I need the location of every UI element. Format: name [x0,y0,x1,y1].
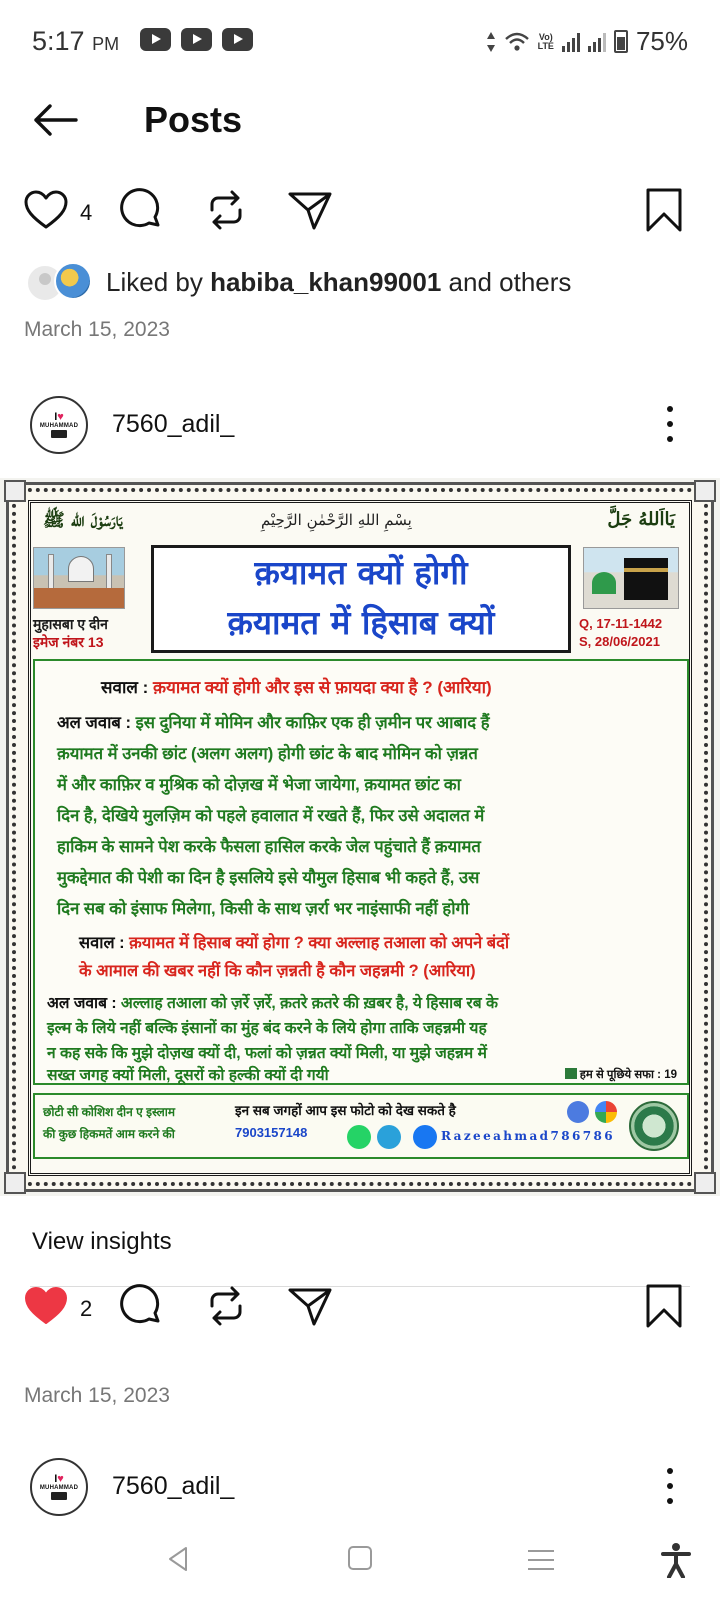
date-caption [579,615,679,651]
battery-icon [614,30,628,53]
youtube-icon [222,28,253,51]
avatar-logo-top: I♥ [54,1473,64,1485]
answer-line: दिन है, देखिये मुलज़िम को पहले हवालात में रखते हैं, फिर उसे अदालत में [57,806,485,825]
volte-icon: Vo) LTE [537,31,554,51]
footer-note: इन सब जगहों आप इस फोटो को देख सकते है [235,1103,456,1118]
poster-title-line-1: क़यामत क्यों होगी [254,553,468,592]
answer-line [57,707,677,738]
youtube-icon [140,28,171,51]
heart-filled-icon[interactable] [22,1282,70,1330]
youtube-icon [181,28,212,51]
nav-back-icon[interactable] [164,1544,194,1574]
avatar [54,262,92,300]
like-count[interactable]: 4 [80,200,93,225]
liked-user[interactable]: habiba_khan99001 [210,266,442,297]
status-bar [0,0,720,84]
answer-text: इस दुनिया में मोमिन और काफ़िर एक ही ज़मीन पर आबाद हैं [135,713,490,732]
answer-line: इल्म के लिये नहीं बल्कि इंसानों का मुंह बंद करने के लिये होगा ताकि जहन्नमी यह [47,1020,487,1037]
more-options-icon[interactable] [666,1468,674,1504]
username[interactable]: 7560_adil_ [112,1472,235,1500]
repost-icon[interactable] [202,186,250,234]
answer-line: में और काफ़िर व मुश्रिक को दोज़ख में भेजा जायेगा, क़यामत छांट का [57,775,461,794]
liked-by-row[interactable] [26,262,571,302]
like-count[interactable]: 2 [80,1296,93,1321]
answer-line: हाकिम के सामने पेश करके फैसला हासिल करके जेल पहुंचाते हैं क़यामत [57,837,481,856]
username[interactable]: 7560_adil_ [112,410,235,438]
facebook-handle: Razeeahmad786786 [441,1129,615,1143]
accessibility-icon[interactable] [660,1542,692,1578]
question-text: क़यामत क्यों होगी और इस से फ़ायदा क्या है ? (आरिया) [152,678,492,697]
liked-by-text [106,267,571,298]
comment-icon[interactable] [118,1282,166,1330]
question-label: सवाल : [79,934,130,952]
post-date: March 15, 2023 [24,1384,170,1407]
frame-corner [4,480,26,502]
qa-panel [33,659,689,1085]
frame-corner [694,480,716,502]
post-image[interactable] [0,478,720,1196]
avatar-logo-mark [51,1492,67,1500]
telegram-icon [377,1125,401,1149]
liked-suffix: and others [441,266,572,297]
answer-label: अल जवाब : [47,995,121,1012]
avatar-label: MUHAMMAD [39,1485,79,1491]
poster-title-line-2: क़यामत में हिसाब क्यों [227,603,495,642]
status-indicators [486,26,688,57]
avatar-text: I [54,411,58,423]
tagline-line-2: की कुछ हिकमतें आम करने की [43,1127,175,1141]
heart-icon[interactable] [22,186,70,234]
question-text: क़यामत में हिसाब क्यों होगा ? क्या अल्लाह तआला को अपने बंदों [129,934,510,952]
signal-icon [562,32,580,52]
credit-text: हम से पूछिये सफा : 19 [579,1069,677,1081]
repost-icon[interactable] [202,1282,250,1330]
poster [28,500,692,1176]
answer-line: न कह सके कि मुझे दोज़ख क्यों दी, फलां को ज़न्नत क्यों मिली, या मुझे जहन्नम में [47,1045,487,1062]
comment-icon[interactable] [118,186,166,234]
post-actions [0,1282,720,1338]
tagline-line-1: छोटी सी कोशिश दीन ए इस्लाम [43,1105,176,1119]
question-1 [101,675,492,698]
hijri-date: Q, 17-11-1442 [579,616,663,631]
frame-corner [694,1172,716,1194]
answer-line: दिन सब को इंसाफ मिलेगा, किसी के साथ ज़र्रा भर नाइंसाफी नहीं होगी [57,899,470,918]
answer-text: अल्लाह तआला को ज़र्रे ज़र्रे, क़तरे क़तरे की ख़बर है, ये हिसाब रब के [120,995,498,1012]
bismillah: بِسْمِ اللهِ الرَّحْمٰنِ الرَّحِيْمِ [261,511,412,529]
avatar-text: I [54,1473,58,1485]
view-insights-link[interactable]: View insights [32,1228,172,1255]
kaaba-image [583,547,679,609]
more-options-icon[interactable] [666,406,674,442]
status-time [32,26,119,57]
wifi-icon [504,31,530,53]
phone-number: 7903157148 [235,1125,308,1140]
globe-icon [567,1101,589,1123]
gregorian-date: S, 28/06/2021 [579,634,660,649]
page-title: Posts [144,99,243,140]
series-caption [33,615,145,651]
question-2 [79,929,659,985]
data-arrows-icon [486,31,496,53]
post-header [0,396,720,456]
answer-line: मुकद्देमात की पेशी का दिन है इसलिये इसे यौमुल हिसाब भी कहते हैं, उस [57,868,480,887]
series-name: मुहासबा ए दीन [33,616,108,632]
arabic-left: يَارَسُوْلَ الله ﷺ [43,510,123,531]
answer-label: अल जवाब : [57,713,136,732]
liker-avatars [26,262,96,302]
back-arrow-icon[interactable] [30,100,80,140]
avatar-logo-mark [51,430,67,438]
battery-percent: 75% [635,26,688,56]
question-text: के आमाल की खबर नहीं कि कौन ज़न्नती है कौन जहन्नमी ? (आरिया) [79,962,476,980]
bookmark-icon[interactable] [640,186,688,234]
app-bar [0,84,720,156]
avatar[interactable] [30,1458,88,1516]
poster-footer [33,1093,689,1159]
shrine-image [33,547,125,609]
facebook-icon [413,1125,437,1149]
arabic-right: يَااَللهُ جَلَّ [607,509,675,530]
avatar-label: MUHAMMAD [39,423,79,429]
notification-icons [140,28,253,51]
share-icon[interactable] [286,186,334,234]
organization-seal [629,1101,679,1151]
liked-prefix: Liked by [106,266,211,297]
share-icon[interactable] [286,1282,334,1330]
chrome-icon [595,1101,617,1123]
nav-recents-icon[interactable] [528,1550,554,1570]
nav-home-icon[interactable] [348,1546,372,1570]
poster-title [151,545,571,653]
footer-tagline [43,1101,175,1145]
answer-line: सख्त जगह क्यों मिली, दूसरों को हल्की क्यों दी गयी [47,1067,329,1084]
book-icon [565,1068,577,1079]
bookmark-icon[interactable] [640,1282,688,1330]
whatsapp-icon [347,1125,371,1149]
source-credit [565,1067,677,1082]
clock-ampm: PM [92,34,120,54]
question-label: सवाल : [101,678,153,697]
system-nav-bar [0,1520,720,1600]
frame-corner [4,1172,26,1194]
signal-icon-2 [588,32,606,52]
clock: 5:17 [32,26,85,56]
post-date: March 15, 2023 [24,318,170,341]
image-number: इमेज नंबर 13 [33,634,104,650]
post-header [0,1458,720,1518]
answer-line: क़यामत में उनकी छांट (अलग अलग) होगी छांट के बाद मोमिन को ज़न्नत [57,744,478,763]
avatar-logo-top: I♥ [54,411,64,423]
avatar[interactable] [30,396,88,454]
poster-header [33,545,687,655]
post-actions [0,186,720,242]
answer-line [47,991,667,1016]
